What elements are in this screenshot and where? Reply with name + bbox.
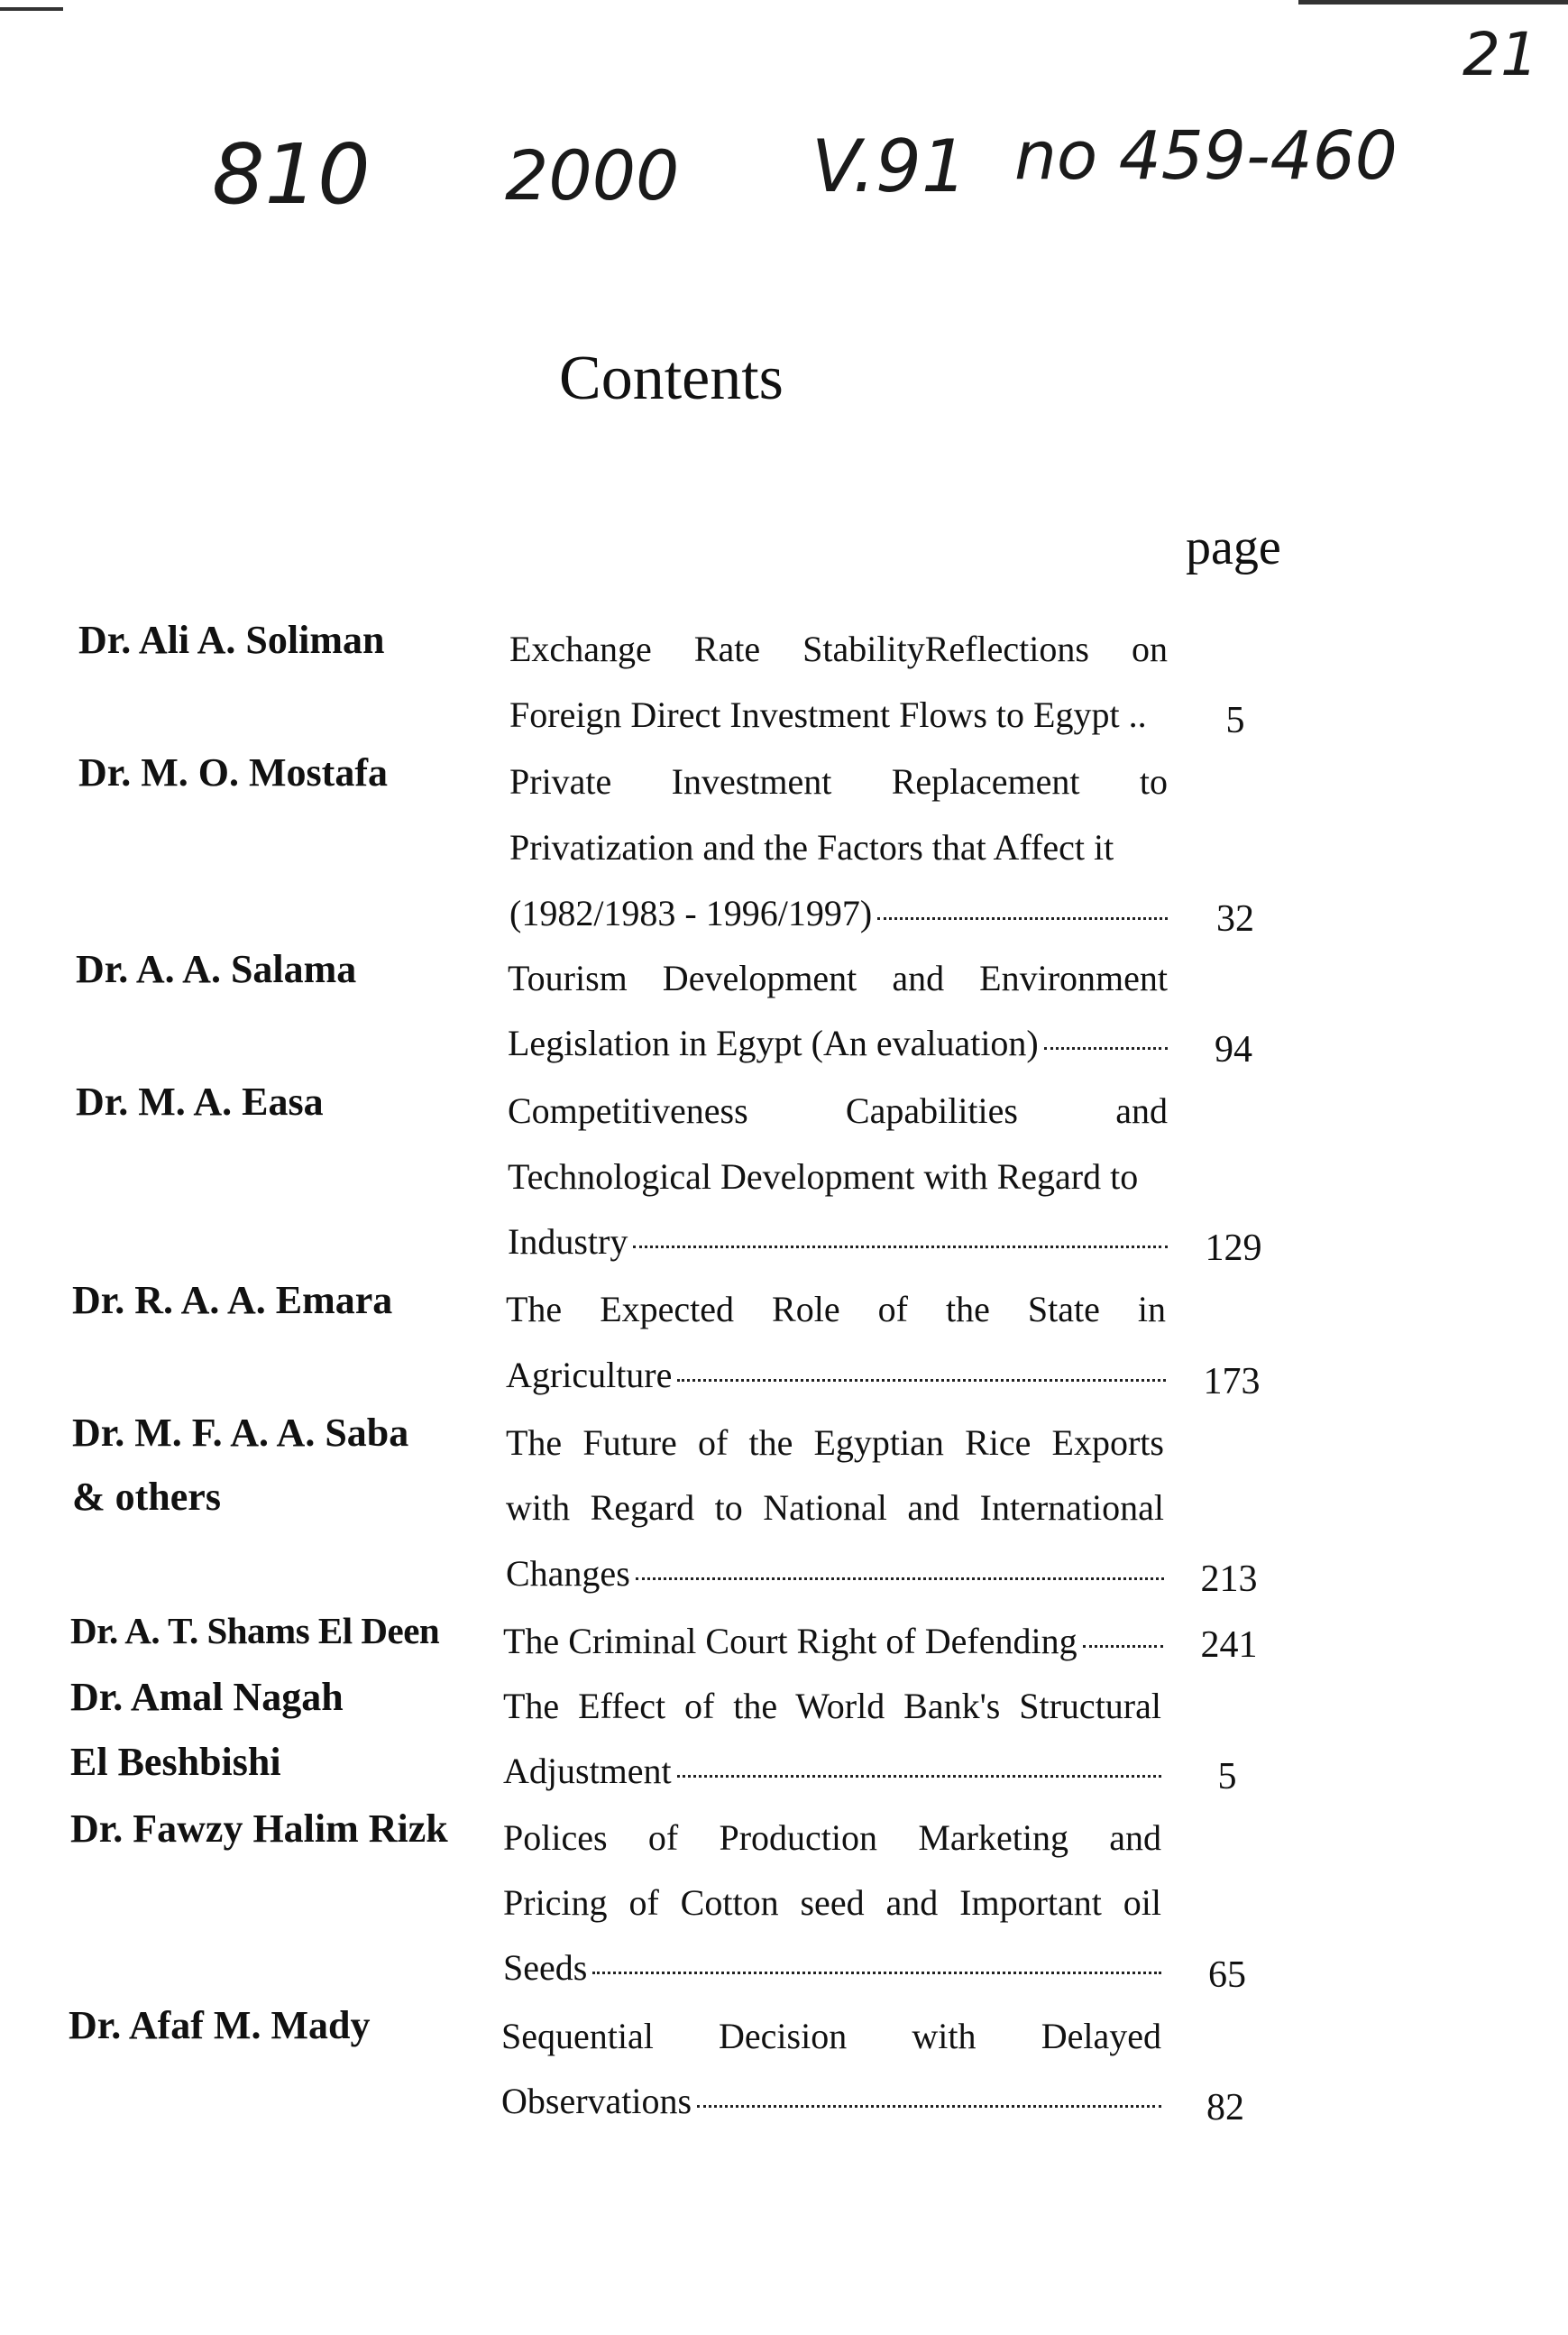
entry-title-line-with-leader xyxy=(503,1947,1161,1988)
handwritten-call-number: 810 xyxy=(212,126,371,223)
entry-title-line: Sequential Decision with Delayed xyxy=(501,2016,1161,2056)
entry-author: Dr. R. A. A. Emara xyxy=(72,1278,393,1322)
entry-title-text: Agriculture xyxy=(506,1355,673,1395)
entry-title-line-with-leader xyxy=(506,1553,1164,1594)
dot-leader xyxy=(592,1972,1161,1974)
entry-title-text: The Criminal Court Right of Defending xyxy=(503,1621,1077,1661)
entry-page-number: 82 xyxy=(1206,2087,1244,2128)
entry-title-line: The Effect of the World Bank's Structural xyxy=(503,1686,1161,1726)
entry-title-line-with-leader xyxy=(503,1753,1161,1789)
entry-title-line: Competitiveness Capabilities and xyxy=(508,1090,1168,1131)
dot-leader xyxy=(877,917,1168,920)
handwritten-volume: V.91 xyxy=(812,124,967,208)
entry-title-line: Foreign Direct Investment Flows to Egypt .. xyxy=(509,694,1147,735)
entry-title-text: (1982/1983 - 1996/1997) xyxy=(509,893,873,933)
dot-leader xyxy=(1083,1645,1163,1648)
entry-title-line-with-leader xyxy=(503,1623,1163,1659)
entry-title-line: Technological Development with Regard to xyxy=(508,1156,1139,1197)
entry-title-text: Legislation in Egypt (An evaluation) xyxy=(508,1023,1039,1063)
entry-title-line: Tourism Development and Environment xyxy=(508,958,1168,998)
entry-author: Dr. M. F. A. A. Saba xyxy=(72,1411,409,1455)
entry-page-number: 65 xyxy=(1208,1954,1246,1996)
scan-edge-mark xyxy=(1298,0,1568,5)
entry-page-number: 94 xyxy=(1215,1029,1252,1071)
entry-title-line: Polices of Production Marketing and xyxy=(503,1817,1161,1858)
dot-leader xyxy=(1044,1047,1168,1050)
entry-title-line: The Future of the Egyptian Rice Exports xyxy=(506,1422,1164,1463)
entry-title-line-with-leader xyxy=(508,1025,1168,1062)
entry-author: Dr. Afaf M. Mady xyxy=(69,2003,371,2047)
entry-title-text: Adjustment xyxy=(503,1751,672,1791)
entry-title-text: Observations xyxy=(501,2081,692,2121)
page-title: Contents xyxy=(559,344,784,413)
entry-author: Dr. A. T. Shams El Deen xyxy=(70,1610,440,1651)
entry-title-line: Exchange Rate StabilityReflections on xyxy=(509,629,1168,669)
dot-leader xyxy=(633,1246,1168,1248)
dot-leader xyxy=(677,1775,1161,1778)
entry-title-line: The Expected Role of the State in xyxy=(506,1289,1166,1329)
scan-edge-mark xyxy=(0,7,63,11)
entry-title-line: with Regard to National and International xyxy=(506,1487,1164,1528)
entry-title-text: Seeds xyxy=(503,1947,588,1988)
entry-page-number: 129 xyxy=(1205,1227,1262,1269)
entry-page-number: 5 xyxy=(1225,700,1245,741)
entry-title-line-with-leader xyxy=(506,1357,1166,1393)
entry-page-number: 241 xyxy=(1200,1624,1258,1666)
entry-title-line: Privatization and the Factors that Affect it xyxy=(509,827,1114,868)
entry-title-line-with-leader xyxy=(508,1221,1168,1262)
entry-title-text: Industry xyxy=(508,1221,628,1262)
entry-title-line-with-leader xyxy=(509,893,1168,933)
entry-author: El Beshbishi xyxy=(70,1740,281,1784)
entry-author: Dr. Ali A. Soliman xyxy=(78,618,385,662)
entry-author: Dr. A. A. Salama xyxy=(76,947,357,991)
entry-author: Dr. M. O. Mostafa xyxy=(78,750,388,795)
dot-leader xyxy=(697,2105,1161,2108)
entry-author: Dr. Amal Nagah xyxy=(70,1675,344,1719)
entry-title-text: Changes xyxy=(506,1553,630,1594)
entry-page-number: 32 xyxy=(1216,898,1254,940)
entry-page-number: 173 xyxy=(1203,1361,1261,1402)
handwritten-issue: no 459-460 xyxy=(1014,117,1398,195)
entry-title-line: Private Investment Replacement to xyxy=(509,761,1168,802)
handwritten-year: 2000 xyxy=(505,135,680,216)
dot-leader xyxy=(636,1577,1164,1580)
entry-page-number: 5 xyxy=(1217,1756,1237,1797)
entry-author: & others xyxy=(72,1475,221,1519)
handwritten-corner-mark: 21 xyxy=(1463,20,1538,89)
entry-title-line-with-leader xyxy=(501,2083,1161,2119)
entry-author: Dr. M. A. Easa xyxy=(76,1080,324,1124)
entry-author: Dr. Fawzy Halim Rizk xyxy=(70,1806,448,1851)
entry-title-line: Pricing of Cotton seed and Important oil xyxy=(503,1882,1161,1923)
entry-page-number: 213 xyxy=(1200,1558,1258,1600)
page-column-label: page xyxy=(1186,519,1281,575)
dot-leader xyxy=(677,1379,1166,1382)
